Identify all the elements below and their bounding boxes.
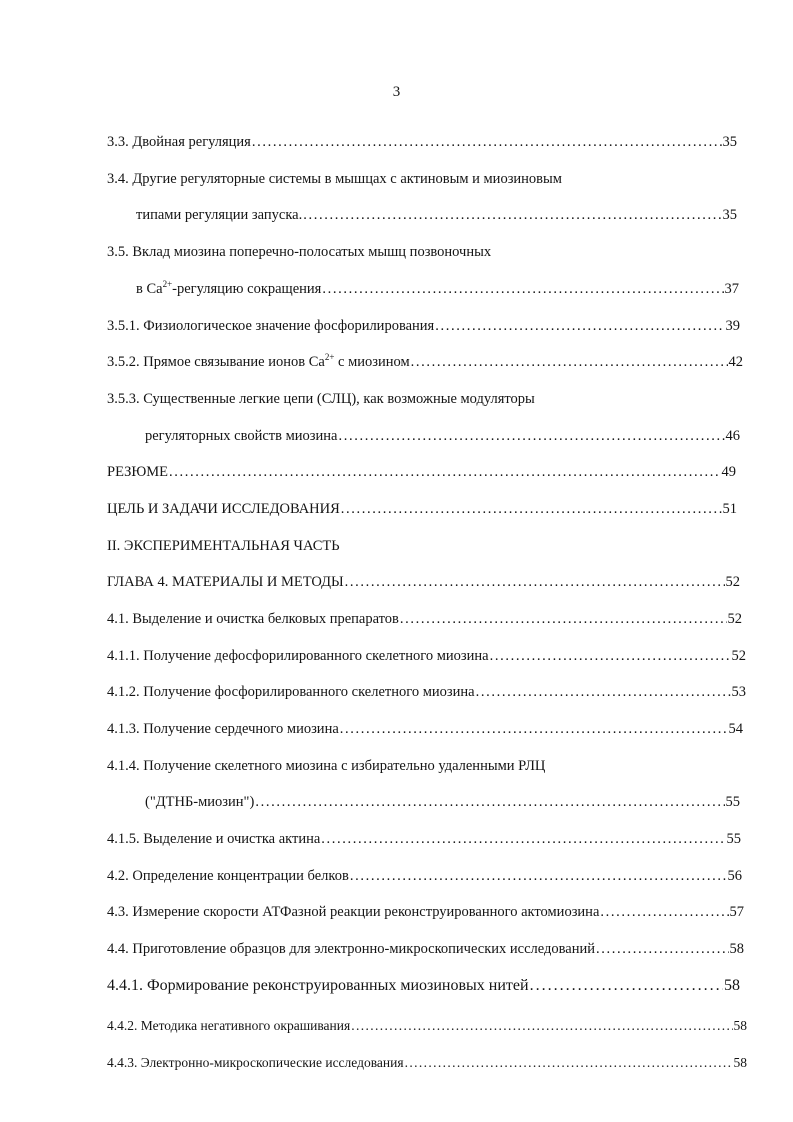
dot-leader (341, 500, 722, 518)
toc-page: 57 (729, 904, 744, 920)
toc-entry-4-1-1 (107, 647, 746, 665)
toc-label: 4.1. Выделение и очистка белковых препаратов (107, 611, 399, 627)
dot-leader (255, 793, 724, 811)
toc-label: в $Са^{2+}$-регуляцию сокращения (136, 279, 322, 297)
toc-page: 55 (725, 794, 740, 810)
toc-entry-4-1-5 (107, 830, 741, 848)
toc-page: 39 (725, 318, 740, 334)
toc-page: 42 (728, 354, 743, 370)
page-number: 3 (392, 84, 401, 100)
toc-label: 3.4. Другие регуляторные системы в мышцах с актиновым и миозиновым (107, 171, 562, 187)
dot-leader (435, 317, 724, 335)
toc-label: ЦЕЛЬ И ЗАДАЧИ ИССЛЕДОВАНИЯ (107, 501, 340, 517)
toc-entry-4-1 (107, 610, 742, 628)
dot-leader (340, 720, 728, 738)
toc-label: 3.3. Двойная регуляция (107, 134, 251, 150)
toc-label: 4.1.2. Получение фосфорилированного скелетного миозина (107, 684, 475, 700)
toc-entry-4-1-4 (107, 757, 545, 775)
toc-entry-3-5-3-cont (145, 427, 740, 445)
toc-label: 4.3. Измерение скорости АТФазной реакции реконструированного актомиозина (107, 904, 600, 920)
toc-entry-summary (107, 463, 736, 481)
toc-page: 56 (727, 868, 742, 884)
toc-entry-4-4 (107, 940, 744, 958)
toc-entry-3-4 (107, 170, 562, 188)
toc-label: регуляторных свойств миозина (145, 428, 338, 444)
toc-label: 4.1.1. Получение дефосфорилированного скелетного миозина (107, 648, 489, 664)
toc-entry-4-1-3 (107, 720, 743, 738)
toc-label: 4.1.4. Получение скелетного миозина с избирательно удаленными РЛЦ (107, 758, 546, 774)
dot-leader (252, 133, 722, 151)
toc-label: 4.1.3. Получение сердечного миозина (107, 721, 339, 737)
dot-leader (476, 683, 731, 701)
dot-leader (405, 1054, 733, 1072)
dot-leader (321, 830, 725, 848)
toc-label: 4.4.1. Формирование реконструированных миозиновых нитей (107, 977, 529, 994)
toc-label: 3.5. Вклад миозина поперечно-полосатых мышц позвоночных (107, 244, 492, 260)
toc-entry-4-4-2 (107, 1017, 747, 1035)
toc-entry-4-2 (107, 867, 742, 885)
toc-page: 55 (726, 831, 741, 847)
toc-entry-3-4-cont (136, 206, 737, 224)
dot-leader (338, 427, 724, 445)
toc-label: ("ДТНБ-миозин") (145, 794, 255, 810)
toc-label: типами регуляции запуска. (136, 207, 303, 223)
dot-leader (350, 867, 727, 885)
toc-page: 52 (731, 648, 746, 664)
toc-page: 46 (725, 428, 740, 444)
dot-leader (596, 940, 728, 958)
toc-entry-part-2 (107, 537, 340, 555)
toc-page: 49 (721, 464, 736, 480)
dot-leader (400, 610, 727, 628)
toc-page: 35 (722, 134, 737, 150)
toc-page: 53 (731, 684, 746, 700)
toc-page: 52 (725, 574, 740, 590)
toc-page: 35 (722, 207, 737, 223)
toc-entry-4-4-1 (107, 977, 740, 995)
toc-entry-3-5-3 (107, 390, 535, 408)
dot-leader (303, 206, 721, 224)
toc-label: ГЛАВА 4. МАТЕРИАЛЫ И МЕТОДЫ (107, 574, 344, 590)
toc-label: 4.2. Определение концентрации белков (107, 868, 349, 884)
toc-label: 4.1.5. Выделение и очистка актина (107, 831, 321, 847)
dot-leader (600, 903, 728, 921)
toc-entry-3-5-2 (107, 353, 743, 371)
toc-entry-4-3 (107, 903, 744, 921)
toc-label: 3.5.3. Существенные легкие цепи (СЛЦ), как возможные модуляторы (107, 391, 535, 407)
toc-entry-3-5-1 (107, 317, 740, 335)
toc-page: 54 (728, 721, 743, 737)
toc-label: 3.5.1. Физиологическое значение фосфорилирования (107, 318, 435, 334)
toc-page: 37 (724, 281, 739, 297)
toc-page: 58 (733, 1055, 747, 1070)
toc-entry-4-1-4-cont (145, 793, 740, 811)
dot-leader (322, 280, 723, 298)
toc-entry-3-5 (107, 243, 491, 261)
toc-page: 52 (727, 611, 742, 627)
toc-label: 4.4.3. Электронно-микроскопические исследования (107, 1055, 404, 1070)
dot-leader (351, 1017, 732, 1035)
toc-label: 3.5.2. Прямое связывание ионов $Са^{2+}$ с миозином (107, 352, 410, 370)
toc-label: 4.4. Приготовление образцов для электронно-микроскопических исследований (107, 941, 596, 957)
toc-page: 58 (729, 941, 744, 957)
toc-page: 58 (733, 1018, 747, 1033)
toc-label: II. ЭКСПЕРИМЕНТАЛЬНАЯ ЧАСТЬ (107, 538, 340, 554)
dot-leader (411, 353, 728, 371)
toc-entry-3-5-cont (136, 280, 739, 298)
dot-leader (169, 463, 720, 481)
dot-leader (530, 977, 723, 995)
toc-page: 51 (722, 501, 737, 517)
dot-leader (490, 647, 731, 665)
toc-label: 4.4.2. Методика негативного окрашивания (107, 1018, 351, 1033)
toc-entry-4-4-3 (107, 1054, 747, 1072)
toc-entry-goals (107, 500, 737, 518)
toc-entry-chapter-4 (107, 573, 740, 591)
toc-entry-3-3 (107, 133, 737, 151)
dot-leader (345, 573, 725, 591)
toc-page: 58 (724, 977, 740, 994)
toc-label: РЕЗЮМЕ (107, 464, 169, 480)
toc-entry-4-1-2 (107, 683, 746, 701)
